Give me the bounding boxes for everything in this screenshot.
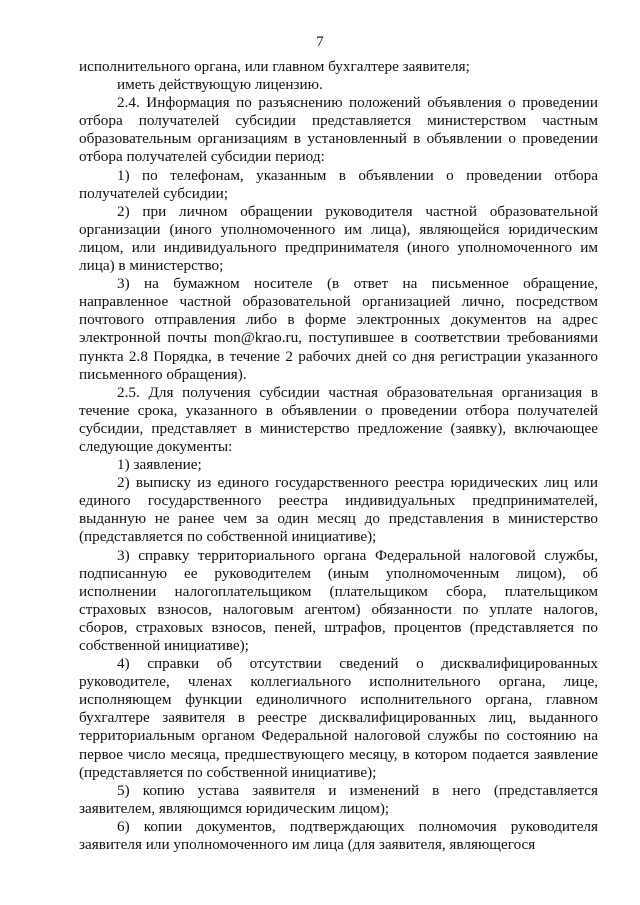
paragraph-continuation: исполнительного органа, или главном бухгалтере заявителя; xyxy=(79,58,470,75)
paragraph-license: иметь действующую лицензию. xyxy=(117,76,323,94)
document-body xyxy=(79,58,598,854)
page-number: 7 xyxy=(316,34,324,50)
list-item-2-5-4: 4) справки об отсутствии сведений о дисквалифицированных руководителе, членах коллегиального исполнительного органа, лице, исполняющем функции единоличного исполнительного органа, главном бухгалтере заявителя в реестре дисквалифицированных лиц, выданного территориальным органом Федеральной налоговой службы по состоянию на первое число месяца, предшествующего месяцу, в котором подается заявление (представляется по собственной инициативе); xyxy=(79,655,598,781)
paragraph-2-4: 2.4. Информация по разъяснению положений объявления о проведении отбора получателей субсидии представляется министерством частным образовательным организациям в установленный в объявлении о проведении отбора получателей субсидии период: xyxy=(79,94,598,166)
list-item-2-5-2: 2) выписку из единого государственного реестра юридических лиц или единого государственного реестра индивидуальных предпринимателей, выданную не ранее чем за один месяц до представления в министерство (представляется по собственной инициативе); xyxy=(79,474,598,546)
list-item-2-4-1: 1) по телефонам, указанным в объявлении о проведении отбора получателей субсидии; xyxy=(79,166,598,202)
list-item-2-5-5: 5) копию устава заявителя и изменений в него (представляется заявителем, являющимся юридическим лицом); xyxy=(79,781,598,817)
paragraph-2-5: 2.5. Для получения субсидии частная образовательная организация в течение срока, указанного в объявлении о проведении отбора получателей субсидии, представляет в министерство предложение (заявку), включающее следующие документы: xyxy=(79,383,598,455)
list-item-2-4-3: 3) на бумажном носителе (в ответ на письменное обращение, направленное частной образовательной организацией лично, посредством почтового отправления либо в форме электронных документов на адрес электронной почты mon@krao.ru, поступившее в соответствии требованиями пункта 2.8 Порядка, в течение 2 рабочих дней со дня регистрации указанного письменного обращения). xyxy=(79,275,598,383)
list-item-2-5-1: 1) заявление; xyxy=(117,456,202,474)
list-item-2-5-6: 6) копии документов, подтверждающих полномочия руководителя заявителя или уполномоченного им лица (для заявителя, являющегося xyxy=(79,817,598,854)
list-item-2-5-3: 3) справку территориального органа Федеральной налоговой службы, подписанную ее руководителем (иным уполномоченным лицом), об исполнении налогоплательщиком (плательщиком сбора, плательщиком страховых взносов, налоговым агентом) обязанности по уплате налогов, сборов, страховых взносов, пеней, штрафов, процентов (представляется по собственной инициативе); xyxy=(79,546,598,654)
list-item-2-4-2: 2) при личном обращении руководителя частной образовательной организации (иного уполномоченного им лица), являющейся юридическим лицом, или индивидуального предпринимателя (иного уполномоченного им лица) в министерство; xyxy=(79,202,598,275)
